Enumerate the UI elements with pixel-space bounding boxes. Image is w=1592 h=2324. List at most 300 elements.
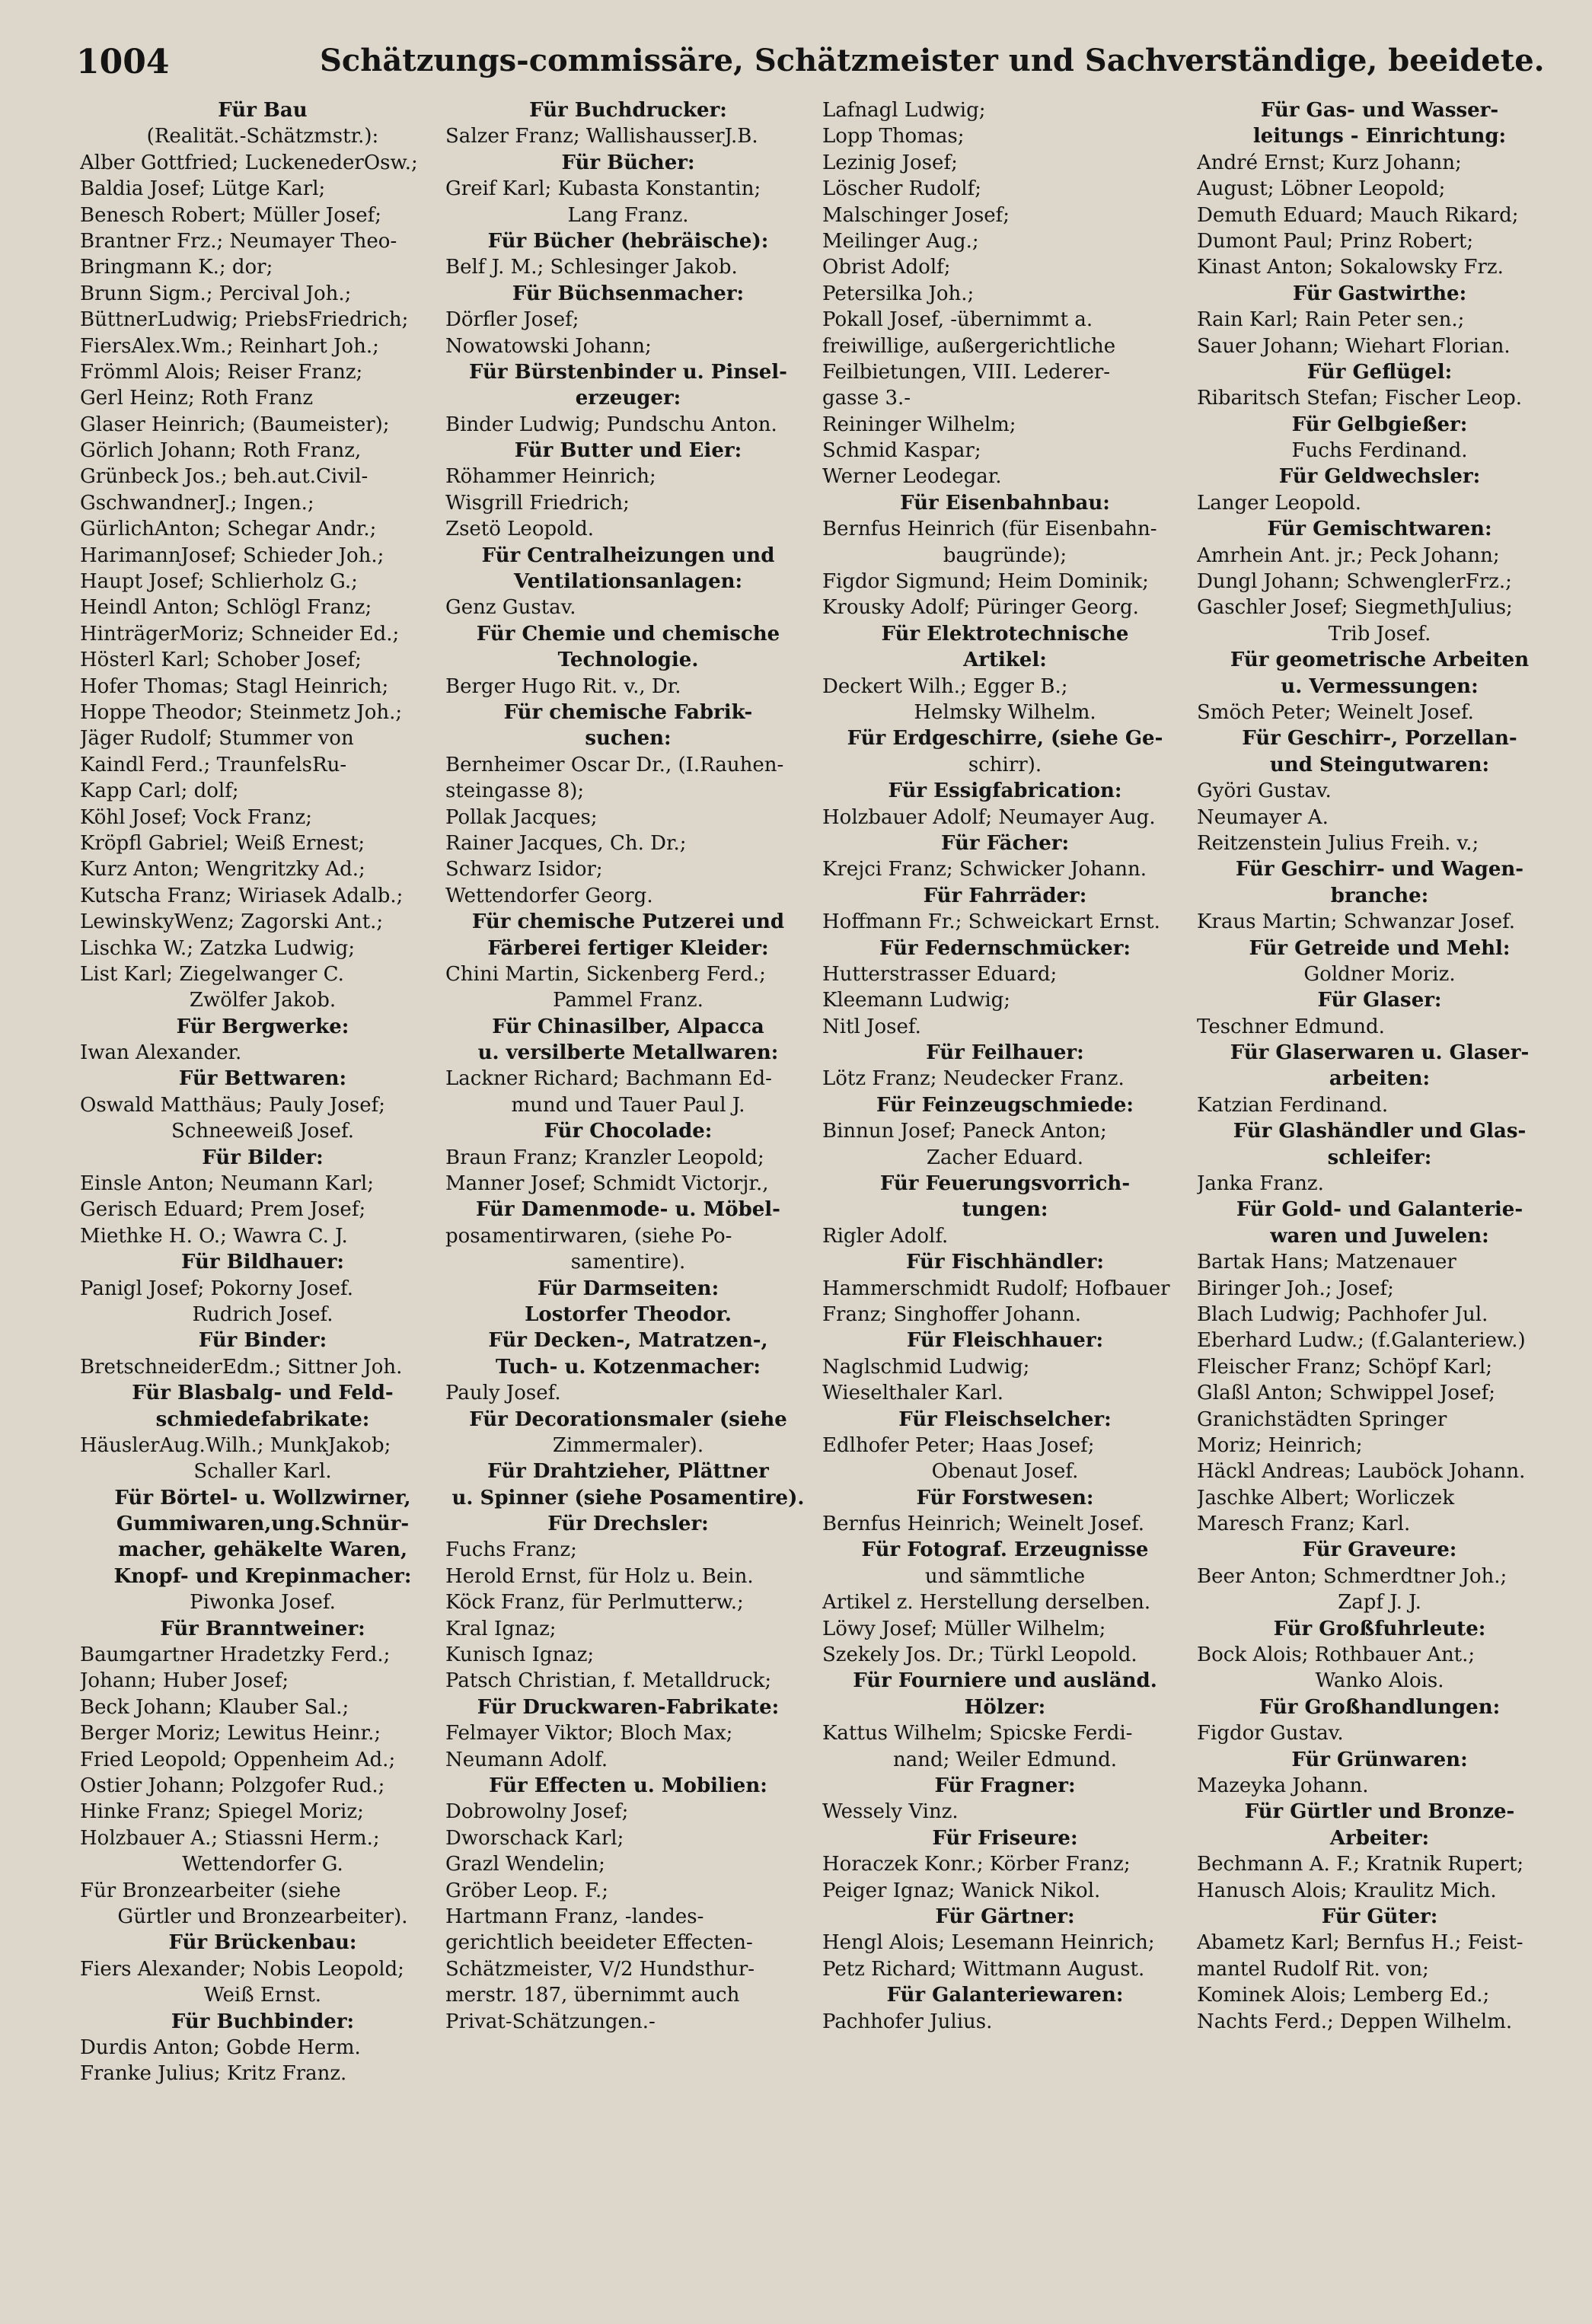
entry-line: Kröpfl Gabriel; Weiß Ernest; [80,831,365,855]
entry-line: Gerisch Eduard; Prem Josef; [80,1198,366,1222]
entry-line: Röhammer Heinrich; [445,465,656,489]
category-heading: Für Branntweiner: [160,1617,365,1640]
category-heading: Für Effecten u. Mobilien: [489,1774,767,1797]
entry-line: Pammel Franz. [553,989,703,1012]
entry-line: Wieselthaler Karl. [822,1382,1004,1405]
entry-line: Kleemann Ludwig; [822,989,1011,1012]
directory-column-3 [822,97,1188,2297]
category-heading: u. Spinner (siehe Posamentire). [451,1486,805,1509]
entry-line: Glaßl Anton; Schwippel Josef; [1197,1382,1496,1405]
entry-line: Manner Josef; Schmidt Victorjr., [445,1172,769,1196]
entry-line: Bernfus Heinrich (für Eisenbahn- [822,518,1157,541]
entry-line: Gröber Leop. F.; [445,1879,609,1902]
entry-line: Köck Franz, für Perlmutterw.; [445,1591,744,1615]
entry-line: Nitl Josef. [822,1015,921,1038]
category-heading: Für Bilder: [202,1146,324,1169]
category-heading: Für Börtel- u. Wollzwirner, [114,1486,411,1509]
category-heading: Für Großhandlungen: [1259,1695,1501,1719]
entry-line: Zacher Eduard. [926,1146,1084,1169]
category-heading: schleifer: [1327,1146,1432,1169]
category-heading: Knopf- und Krepinmacher: [113,1564,412,1588]
category-heading: Lostorfer Theodor. [525,1302,732,1326]
category-heading: waren und Juwelen: [1270,1224,1489,1248]
entry-line: Kapp Carl; dolf; [80,779,239,803]
entry-line: Gaschler Josef; SiegmethJulius; [1197,596,1513,620]
entry-line: Schätzmeister, V/2 Hundsthur- [445,1957,755,1981]
category-heading: Für Gürtler und Bronze- [1244,1800,1515,1824]
category-heading: Für Chemie und chemische [476,622,780,646]
category-heading: Für Gelbgießer: [1291,413,1468,436]
category-heading: Für Buchdrucker: [529,99,727,122]
entry-line: Felmayer Viktor; Bloch Max; [445,1722,733,1745]
entry-line: gasse 3.- [822,387,911,410]
entry-line: Oswald Matthäus; Pauly Josef; [80,1093,386,1117]
category-heading: Für Gastwirthe: [1292,282,1467,305]
category-heading: Für Fragner: [934,1774,1076,1797]
entry-line: Moriz; Heinrich; [1197,1433,1363,1457]
entry-line: Häckl Andreas; Lauböck Johann. [1197,1460,1526,1484]
category-heading: Für Forstwesen: [916,1486,1094,1509]
entry-line: Dörfler Josef; [445,308,579,332]
entry-line: Frömml Alois; Reiser Franz; [80,360,363,384]
category-heading: Für Decken-, Matratzen-, [488,1329,768,1353]
entry-line: Franke Julius; Kritz Franz. [80,2062,347,2086]
entry-line: Meilinger Aug.; [822,229,979,253]
entry-line: Fleischer Franz; Schöpf Karl; [1197,1355,1492,1379]
entry-line: Bock Alois; Rothbauer Ant.; [1197,1643,1476,1667]
entry-line: List Karl; Ziegelwanger C. [80,962,344,986]
category-heading: Gummiwaren,ung.Schnür- [116,1513,410,1536]
entry-line: Ribaritsch Stefan; Fischer Leop. [1197,387,1522,410]
entry-line: August; Löbner Leopold; [1197,177,1446,201]
entry-line: Janka Franz. [1197,1172,1324,1196]
entry-line: Beer Anton; Schmerdtner Joh.; [1197,1564,1507,1588]
entry-line: mantel Rudolf Rit. von; [1197,1957,1429,1981]
entry-line: schirr). [968,753,1042,776]
entry-line: Demuth Eduard; Mauch Rikard; [1197,203,1519,227]
entry-line: Piwonka Josef. [190,1591,336,1615]
entry-line: Nachts Ferd.; Deppen Wilhelm. [1197,2010,1513,2033]
entry-line: Grünbeck Jos.; beh.aut.Civil- [80,465,368,489]
entry-line: Kunisch Ignaz; [445,1643,595,1667]
entry-line: posamentirwaren, (siehe Po- [445,1224,732,1248]
entry-line: Herold Ernst, für Holz u. Bein. [445,1564,754,1588]
category-heading: Für Druckwaren-Fabrikate: [477,1695,780,1719]
entry-line: Naglschmid Ludwig; [822,1355,1030,1379]
category-heading: Für Drahtzieher, Plättner [487,1460,769,1484]
entry-line: Wessely Vinz. [822,1800,959,1824]
entry-line: Hofer Thomas; Stagl Heinrich; [80,674,389,698]
entry-line: Reininger Wilhelm; [822,413,1016,436]
category-heading: Für Blasbalg- und Feld- [132,1382,394,1405]
category-heading: Für Feilhauer: [926,1041,1084,1065]
entry-line: Pokall Josef, -übernimmt a. [822,308,1093,332]
entry-line: Lopp Thomas; [822,125,965,148]
entry-line: Petz Richard; Wittmann August. [822,1957,1145,1981]
category-heading: suchen: [585,727,672,751]
entry-line: Lafnagl Ludwig; [822,99,986,122]
entry-line: BüttnerLudwig; PriebsFriedrich; [80,308,409,332]
entry-line: Hanusch Alois; Kraulitz Mich. [1197,1879,1497,1902]
entry-line: HinträgerMoriz; Schneider Ed.; [80,622,400,646]
entry-line: gerichtlich beeideter Effecten- [445,1931,753,1955]
entry-line: Lötz Franz; Neudecker Franz. [822,1067,1125,1091]
entry-line: Biringer Joh.; Josef; [1197,1277,1394,1300]
entry-line: Goldner Moriz. [1303,962,1456,986]
category-heading: Für Centralheizungen und [481,544,775,567]
entry-line: Langer Leopold. [1197,491,1362,515]
entry-line: Edlhofer Peter; Haas Josef; [822,1433,1095,1457]
entry-line: Hinke Franz; Spiegel Moriz; [80,1800,364,1824]
category-heading: Für Fourniere und ausländ. [853,1669,1157,1693]
category-heading: Für Damenmode- u. Möbel- [476,1198,780,1222]
entry-line: Eberhard Ludw.; (f.Galanteriew.) [1197,1329,1526,1353]
entry-line: mund und Tauer Paul J. [511,1093,745,1117]
category-heading: Für Fleischhauer: [906,1329,1104,1353]
entry-line: Hoffmann Fr.; Schweickart Ernst. [822,910,1160,934]
entry-line: Györi Gustav. [1197,779,1332,803]
category-heading: Für Chinasilber, Alpacca [492,1015,764,1038]
entry-line: Holzbauer Adolf; Neumayer Aug. [822,805,1156,829]
entry-line: HarimannJosef; Schieder Joh.; [80,544,384,567]
entry-line: Ostier Johann; Polzgofer Rud.; [80,1774,385,1797]
entry-line: Abametz Karl; Bernfus H.; Feist- [1197,1931,1523,1955]
entry-line: Figdor Gustav. [1197,1722,1344,1745]
directory-column-2 [445,97,811,2297]
category-heading: Artikel: [963,649,1047,672]
entry-line: Baumgartner Hradetzky Ferd.; [80,1643,391,1667]
category-heading: Für Feinzeugschmiede: [876,1093,1134,1117]
entry-line: Deckert Wilh.; Egger B.; [822,674,1068,698]
entry-line: Grazl Wendelin; [445,1853,605,1876]
entry-line: Bernheimer Oscar Dr., (I.Rauhen- [445,753,784,776]
entry-line: Nowatowski Johann; [445,334,652,358]
entry-line: Bernfus Heinrich; Weinelt Josef. [822,1513,1145,1536]
category-heading: Für Feuerungsvorrich- [879,1172,1131,1196]
category-heading: Für Bergwerke: [176,1015,349,1038]
category-heading: Für Grünwaren: [1291,1748,1468,1771]
entry-line: Maresch Franz; Karl. [1197,1513,1411,1536]
category-heading: Für Güter: [1321,1905,1438,1928]
entry-line: FiersAlex.Wm.; Reinhart Joh.; [80,334,379,358]
category-heading: Für Glaser: [1317,989,1442,1012]
entry-line: Fried Leopold; Oppenheim Ad.; [80,1748,396,1771]
category-heading: Für Geschirr- und Wagen- [1235,858,1524,881]
entry-line: Berger Moriz; Lewitus Heinr.; [80,1722,381,1745]
entry-line: Hutterstrasser Eduard; [822,962,1058,986]
category-heading: Für Erdgeschirre, (siehe Ge- [847,727,1163,751]
entry-line: Wettendorfer G. [182,1853,343,1876]
entry-line: Brunn Sigm.; Percival Joh.; [80,282,352,305]
entry-line: Löscher Rudolf; [822,177,981,201]
entry-line: Chini Martin, Sickenberg Ferd.; [445,962,766,986]
entry-line: Weiß Ernst. [203,1984,322,2007]
entry-line: Dworschack Karl; [445,1826,624,1850]
entry-line: Rigler Adolf. [822,1224,949,1248]
entry-line: Krejci Franz; Schwicker Johann. [822,858,1147,881]
entry-line: Beck Johann; Klauber Sal.; [80,1695,349,1719]
entry-line: Zapf J. J. [1338,1591,1421,1615]
entry-line: Patsch Christian, f. Metalldruck; [445,1669,772,1693]
entry-line: Binder Ludwig; Pundschu Anton. [445,413,777,436]
entry-line: Kattus Wilhelm; Spicske Ferdi- [822,1722,1133,1745]
entry-line: Feilbietungen, VIII. Lederer- [822,360,1111,384]
category-heading: Für Buchbinder: [171,2010,355,2033]
entry-line: Holzbauer A.; Stiassni Herm.; [80,1826,380,1850]
category-heading: und Steingutwaren: [1269,753,1490,776]
category-heading: Für Bettwaren: [178,1067,347,1091]
category-heading: Für Fischhändler: [906,1251,1104,1274]
entry-line: Helmsky Wilhelm. [914,700,1096,724]
entry-line: Franz; Singhoffer Johann. [822,1302,1081,1326]
entry-line: Werner Leodegar. [822,465,1002,489]
entry-line: Krousky Adolf; Püringer Georg. [822,596,1139,620]
entry-line: Schaller Karl. [193,1460,332,1484]
entry-line: Peiger Ignaz; Wanick Nikol. [822,1879,1101,1902]
page-title: Schätzungs-commissäre, Schätzmeister und Sachverständige, beeidete. [320,43,1545,78]
entry-line: Blach Ludwig; Pachhofer Jul. [1197,1302,1488,1326]
category-heading: Für Bücher: [561,151,695,174]
entry-line: Schmid Kaspar; [822,439,981,463]
entry-line: Hoppe Theodor; Steinmetz Joh.; [80,700,403,724]
category-heading: Für Fächer: [940,831,1070,855]
entry-line: Gerl Heinz; Roth Franz [80,387,314,410]
category-heading: Für Glaserwaren u. Glaser- [1230,1041,1530,1065]
entry-line: Fuchs Franz; [445,1538,577,1562]
category-heading: branche: [1330,884,1429,907]
entry-line: Neumann Adolf. [445,1748,608,1771]
category-heading: schmiedefabrikate: [155,1407,370,1431]
entry-line: Binnun Josef; Paneck Anton; [822,1120,1107,1143]
entry-line: Kraus Martin; Schwanzar Josef. [1197,910,1516,934]
entry-line: Fuchs Ferdinand. [1291,439,1468,463]
category-heading: Für Glashändler und Glas- [1233,1120,1527,1143]
entry-line: Kaindl Ferd.; TraunfelsRu- [80,753,347,776]
entry-line: Dumont Paul; Prinz Robert; [1197,229,1474,253]
category-heading: leitungs - Einrichtung: [1252,125,1507,148]
entry-line: Jaschke Albert; Worliczek [1197,1486,1455,1509]
entry-line: Köhl Josef; Vock Franz; [80,805,312,829]
entry-line: Dobrowolny Josef; [445,1800,629,1824]
entry-line: Figdor Sigmund; Heim Dominik; [822,570,1149,594]
category-heading: Technologie. [557,649,699,672]
category-heading: Für Butter und Eier: [514,439,742,463]
entry-line: Bartak Hans; Matzenauer [1197,1251,1456,1274]
entry-line: Braun Franz; Kranzler Leopold; [445,1146,764,1169]
entry-line: Pollak Jacques; [445,805,598,829]
entry-line: GürlichAnton; Schegar Andr.; [80,518,377,541]
entry-line: Hengl Alois; Lesemann Heinrich; [822,1931,1155,1955]
category-heading: Für Bürstenbinder u. Pinsel- [469,360,787,384]
entry-line: Amrhein Ant. jr.; Peck Johann; [1197,544,1500,567]
category-heading: Für Federnschmücker: [879,936,1131,960]
directory-column-4 [1197,97,1562,2297]
entry-line: Rudrich Josef. [192,1302,333,1326]
entry-line: Brantner Frz.; Neumayer Theo- [80,229,397,253]
entry-line: Pauly Josef. [445,1382,561,1405]
category-heading: Für geometrische Arbeiten [1230,649,1530,672]
entry-line: Hartmann Franz, -landes- [445,1905,704,1928]
category-heading: Für Bücher (hebräische): [487,229,769,253]
category-heading: Für Bildhauer: [180,1251,345,1274]
category-heading: Für Brückenbau: [168,1931,357,1955]
entry-line: HäuslerAug.Wilh.; MunkJakob; [80,1433,391,1457]
entry-line: Mazeyka Johann. [1197,1774,1369,1797]
category-heading: Für Gold- und Galanterie- [1236,1198,1523,1222]
entry-line: Reitzenstein Julius Freih. v.; [1197,831,1479,855]
category-heading: Für Friseure: [932,1826,1078,1850]
entry-line: Zsetö Leopold. [445,518,594,541]
entry-line: merstr. 187, übernimmt auch [445,1984,740,2007]
category-heading: Für Eisenbahnbau: [900,491,1110,515]
category-heading: Tuch- u. Kotzenmacher: [496,1355,761,1379]
category-heading: Für Chocolade: [544,1120,713,1143]
category-heading: Für Großfuhrleute: [1273,1617,1486,1640]
entry-line: Zwölfer Jakob. [189,989,337,1012]
entry-line: Teschner Edmund. [1197,1015,1385,1038]
entry-line: Berger Hugo Rit. v., Dr. [445,674,681,698]
entry-line: Schwarz Isidor; [445,858,603,881]
entry-line: Johann; Huber Josef; [80,1669,289,1693]
entry-line: Glaser Heinrich; (Baumeister); [80,413,390,436]
entry-line: Haupt Josef; Schlierholz G.; [80,570,358,594]
entry-line: Löwy Josef; Müller Wilhelm; [822,1617,1106,1640]
category-heading: tungen: [962,1198,1048,1222]
category-heading: Für Decorationsmaler (siehe [469,1407,787,1431]
entry-line: (Realität.-Schätzmstr.): [146,125,379,148]
category-heading: Für Binder: [198,1329,327,1353]
category-heading: u. Vermessungen: [1281,674,1479,698]
category-heading: Für Darmseiten: [537,1277,719,1300]
category-heading: Für Fahrräder: [923,884,1087,907]
entry-line: Neumayer A. [1197,805,1329,829]
entry-line: Wettendorfer Georg. [445,884,653,907]
entry-line: und sämmtliche [924,1564,1086,1588]
category-heading: Für chemische Putzerei und [471,910,785,934]
entry-line: BretschneiderEdm.; Sittner Joh. [80,1355,403,1379]
entry-line: Einsle Anton; Neumann Karl; [80,1172,374,1196]
entry-line: Jäger Rudolf; Stummer von [80,727,354,751]
category-heading: Für Bau [218,99,308,122]
directory-column-1 [80,97,445,2297]
entry-line: Benesch Robert; Müller Josef; [80,203,381,227]
entry-line: Lischka W.; Zatzka Ludwig; [80,936,356,960]
entry-line: samentire). [570,1251,686,1274]
entry-line: Salzer Franz; WallishausserJ.B. [445,125,758,148]
entry-line: Kominek Alois; Lemberg Ed.; [1197,1984,1490,2007]
entry-line: Durdis Anton; Gobde Herm. [80,2035,361,2059]
entry-line: Miethke H. O.; Wawra C. J. [80,1224,348,1248]
entry-line: steingasse 8); [445,779,585,803]
entry-line: Horaczek Konr.; Körber Franz; [822,1853,1131,1876]
category-heading: Für Graveure: [1302,1538,1457,1562]
entry-line: Bechmann A. F.; Kratnik Rupert; [1197,1853,1524,1876]
category-heading: macher, gehäkelte Waren, [117,1538,408,1562]
entry-line: Granichstädten Springer [1197,1407,1447,1431]
page-header [76,43,1545,88]
entry-line: Malschinger Josef; [822,203,1010,227]
entry-line: Alber Gottfried; LuckenederOsw.; [80,151,418,174]
category-heading: u. versilberte Metallwaren: [477,1041,779,1065]
entry-line: Belf J. M.; Schlesinger Jakob. [445,256,738,279]
category-heading: Färberei fertiger Kleider: [487,936,769,960]
category-heading: Für Geflügel: [1306,360,1453,384]
category-heading: arbeiten: [1329,1067,1431,1091]
page-number: 1004 [76,43,170,81]
entry-line: LewinskyWenz; Zagorski Ant.; [80,910,384,934]
entry-line: GschwandnerJ.; Ingen.; [80,491,314,515]
entry-line: André Ernst; Kurz Johann; [1197,151,1462,174]
entry-line: Sauer Johann; Wiehart Florian. [1197,334,1511,358]
entry-line: Szekely Jos. Dr.; Türkl Leopold. [822,1643,1137,1667]
entry-line: Wisgrill Friedrich; [445,491,630,515]
entry-line: Zimmermaler). [552,1433,704,1457]
entry-line: Gürtler und Bronzearbeiter). [117,1905,408,1928]
entry-line: Wanko Alois. [1315,1669,1444,1693]
category-heading: Für Büchsenmacher: [512,282,745,305]
entry-line: Trib Josef. [1328,622,1431,646]
category-heading: Arbeiter: [1329,1826,1430,1850]
entry-line: freiwillige, außergerichtliche [822,334,1116,358]
category-heading: erzeuger: [575,387,681,410]
category-heading: Für Elektrotechnische [881,622,1129,646]
entry-line: Bringmann K.; dor; [80,256,273,279]
entry-line: Greif Karl; Kubasta Konstantin; [445,177,761,201]
entry-line: nand; Weiler Edmund. [892,1748,1118,1771]
entry-line: Rain Karl; Rain Peter sen.; [1197,308,1465,332]
category-heading: Für Galanteriewaren: [886,1984,1124,2007]
entry-line: Panigl Josef; Pokorny Josef. [80,1277,353,1300]
entry-line: Kutscha Franz; Wiriasek Adalb.; [80,884,404,907]
entry-line: Lezinig Josef; [822,151,958,174]
entry-line: Schneeweiß Josef. [171,1120,354,1143]
entry-line: Obenaut Josef. [931,1460,1079,1484]
category-heading: Für chemische Fabrik- [503,700,753,724]
entry-line: Iwan Alexander. [80,1041,242,1065]
entry-line: Görlich Johann; Roth Franz, [80,439,362,463]
category-heading: Für Gas- und Wasser- [1260,99,1499,122]
entry-line: Rainer Jacques, Ch. Dr.; [445,831,687,855]
category-heading: Für Gärtner: [935,1905,1075,1928]
entry-line: Hammerschmidt Rudolf; Hofbauer [822,1277,1170,1300]
entry-line: Genz Gustav. [445,596,576,620]
category-heading: Für Fotograf. Erzeugnisse [861,1538,1149,1562]
category-heading: Für Drechsler: [547,1513,709,1536]
category-heading: Für Geldwechsler: [1278,465,1481,489]
category-heading: Für Gemischtwaren: [1267,518,1492,541]
category-heading: Hölzer: [964,1695,1046,1719]
category-heading: Ventilationsanlagen: [513,570,743,594]
entry-line: Fiers Alexander; Nobis Leopold; [80,1957,404,1981]
entry-line: Kinast Anton; Sokalowsky Frz. [1197,256,1504,279]
entry-line: Lackner Richard; Bachmann Ed- [445,1067,772,1091]
entry-line: Artikel z. Herstellung derselben. [822,1591,1151,1615]
entry-line: Petersilka Joh.; [822,282,975,305]
entry-line: Kurz Anton; Wengritzky Ad.; [80,858,365,881]
entry-line: baugründe); [943,544,1067,567]
entry-line: Pachhofer Julius. [822,2010,993,2033]
entry-line: Für Bronzearbeiter (siehe [80,1879,341,1902]
entry-line: Obrist Adolf; [822,256,951,279]
entry-line: Kral Ignaz; [445,1617,557,1640]
entry-line: Hösterl Karl; Schober Josef; [80,649,362,672]
entry-line: Dungl Johann; SchwenglerFrz.; [1197,570,1512,594]
entry-line: Heindl Anton; Schlögl Franz; [80,596,372,620]
entry-line: Lang Franz. [567,203,689,227]
entry-line: Privat-Schätzungen.- [445,2010,656,2033]
category-heading: Für Getreide und Mehl: [1249,936,1511,960]
entry-line: Baldia Josef; Lütge Karl; [80,177,326,201]
